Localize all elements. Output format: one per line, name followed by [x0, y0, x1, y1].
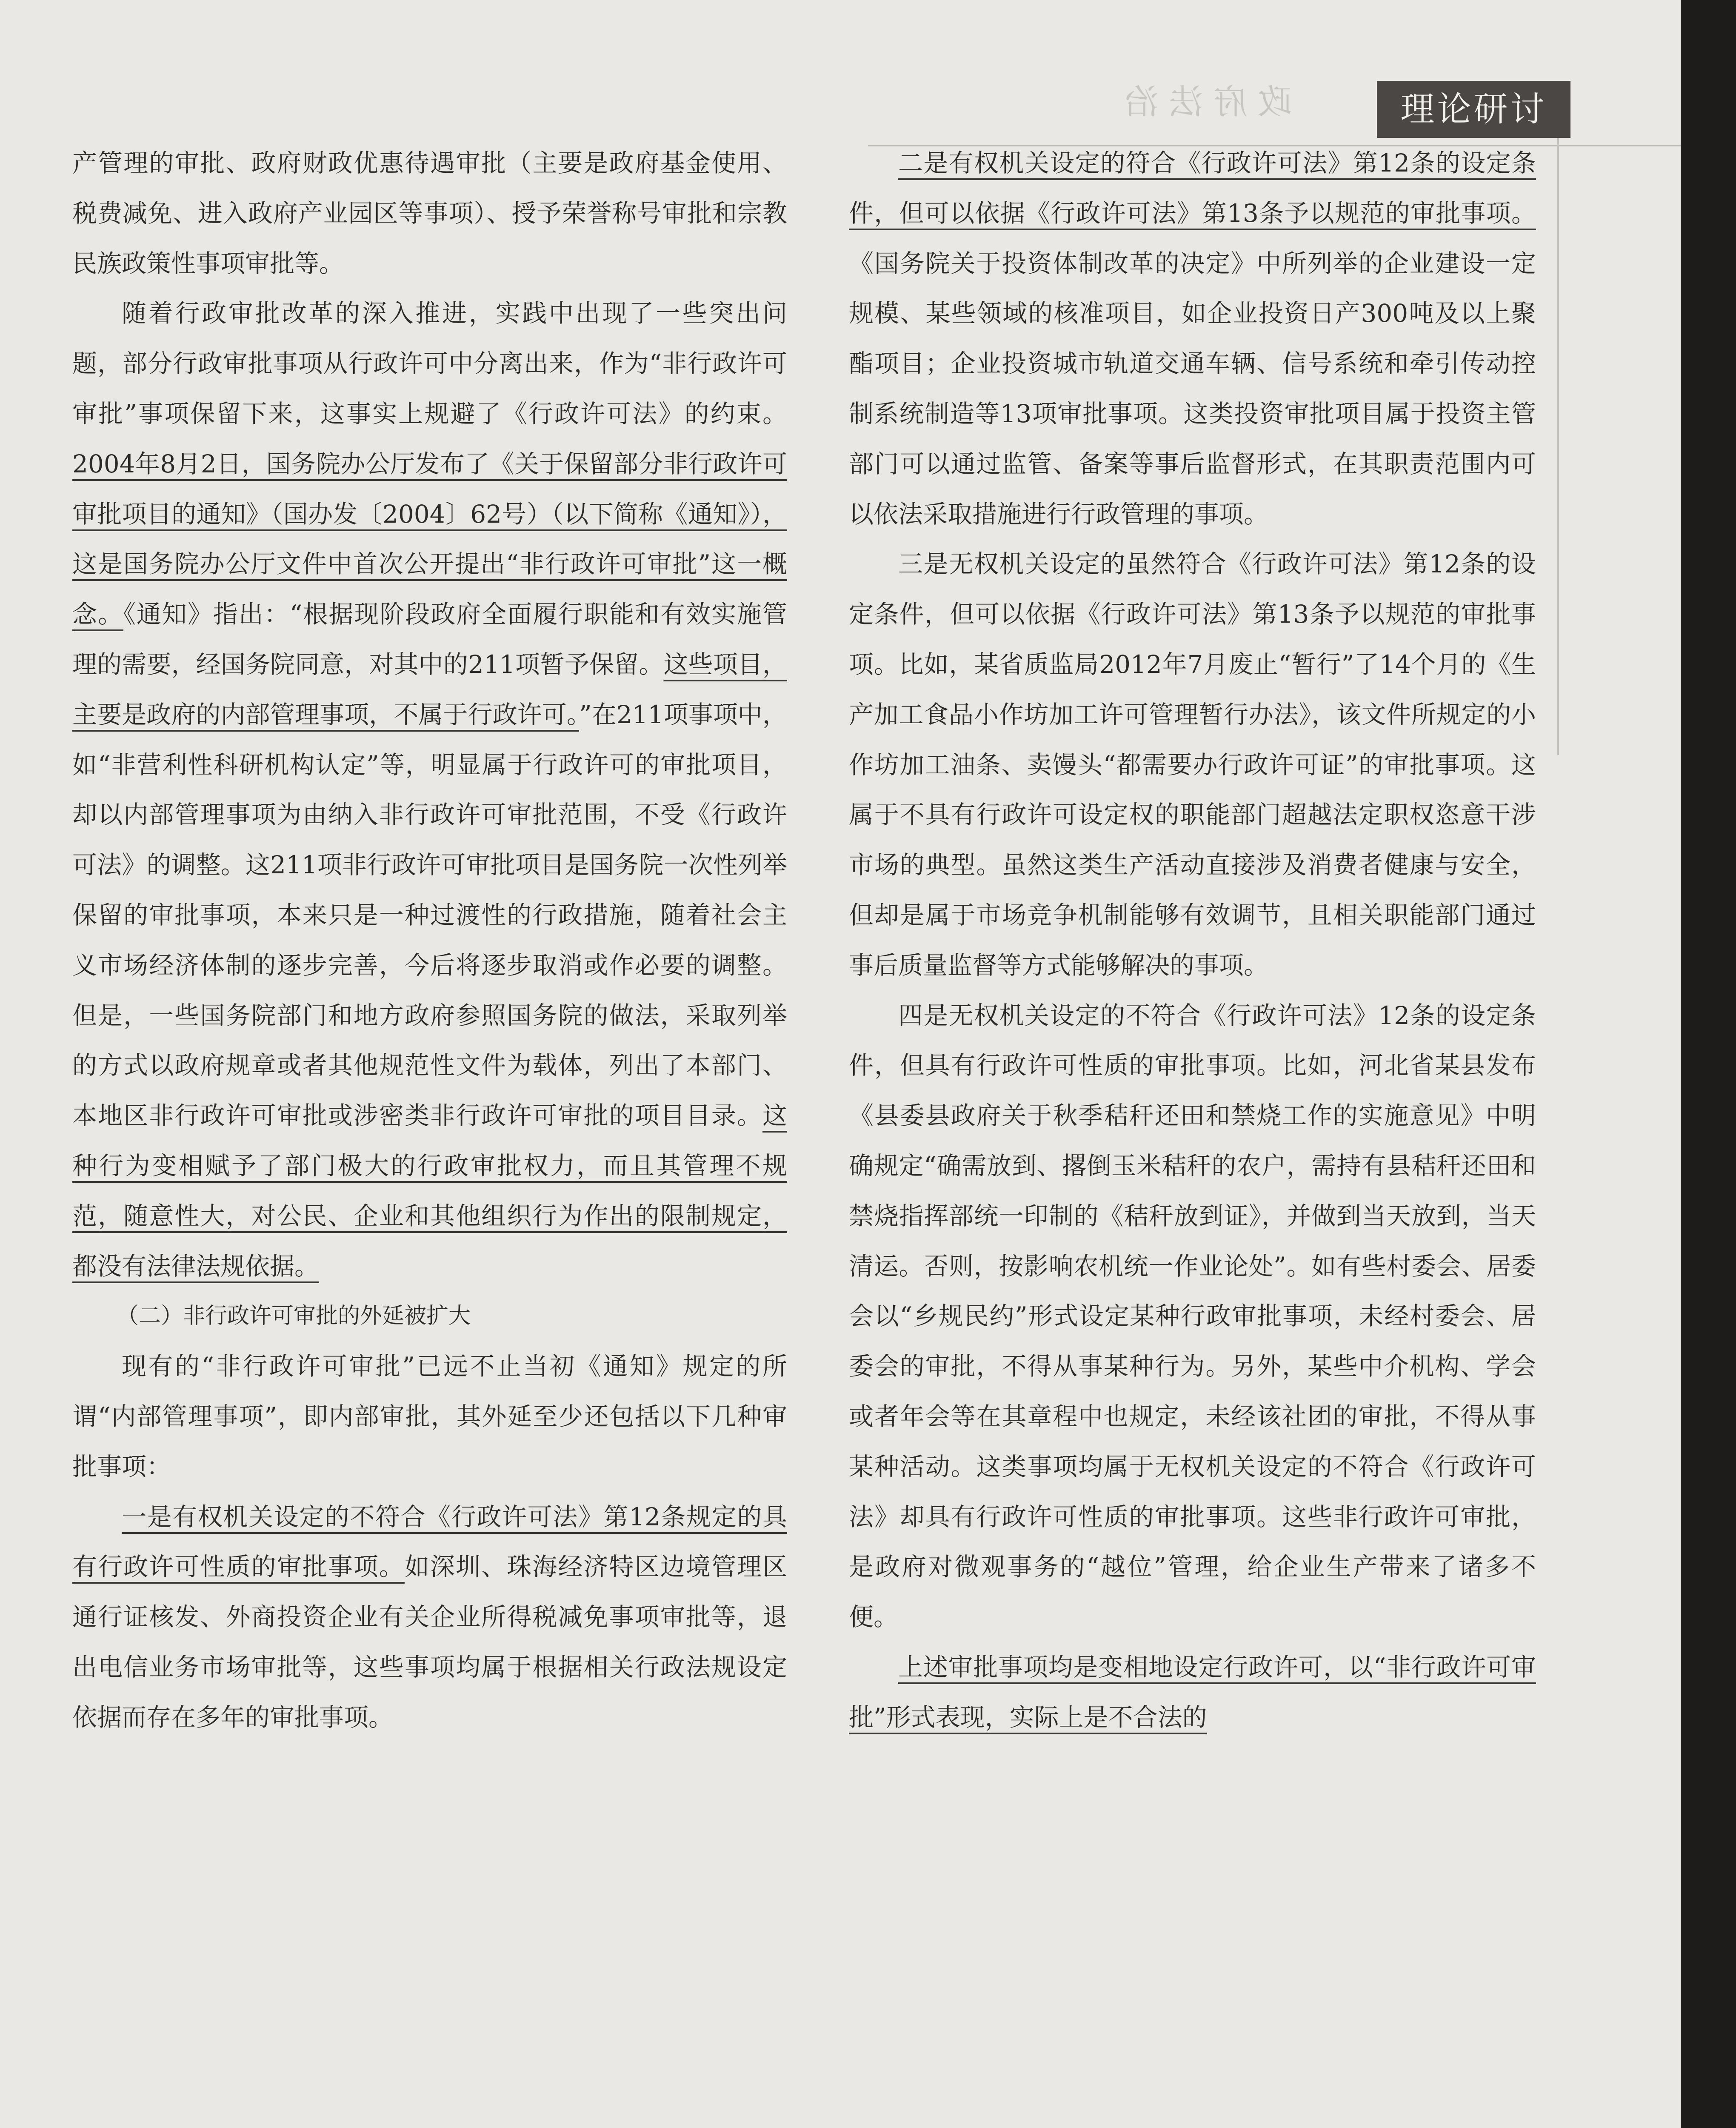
paragraph: 三是无权机关设定的虽然符合《行政许可法》第12条的设定条件，但可以依据《行政许可法》第13条予以规范的审批事项。比如，某省质监局2012年7月废止“暂行”了14个月的《生产加工食品小作坊加工许可管理暂行办法》，该文件所规定的小作坊加工油条、卖馒头“都需要办行政许可证”的审批事项。这属于不具有行政许可设定权的职能部门超越法定职权恣意干涉市场的典型。虽然这类生产活动直接涉及消费者健康与安全，但却是属于市场竞争机制能够有效调节，且相关职能部门通过事后质量监督等方式能够解决的事项。 [849, 549, 1536, 980]
underlined-text: 这种行为变相赋予了部门极大的行政审批权力，而且其管理不规范，随意性大，对公民、企业和其他组织行为作出的限制规定，都没有法律法规依据。 [72, 1101, 787, 1281]
paragraph-text: 《通知》指出：“根据现阶段政府全面履行职能和有效实施管理的需要，经国务院同意，对其中的211项暂予保留。 [72, 600, 787, 679]
paragraph: 四是无权机关设定的不符合《行政许可法》12条的设定条件，但具有行政许可性质的审批事项。比如，河北省某县发布《县委县政府关于秋季秸秆还田和禁烧工作的实施意见》中明确规定“确需放到、撂倒玉米秸秆的农户，需持有县秸秆还田和禁烧指挥部统一印制的《秸秆放到证》，并做到当天放到，当天清运。否则，按影响农机统一作业论处”。如有些村委会、居委会以“乡规民约”形式设定某种行政审批事项，未经村委会、居委会的审批，不得从事某种行为。另外，某些中介机构、学会或者年会等在其章程中也规定，未经该社团的审批，不得从事某种活动。这类事项均属于无权机关设定的不符合《行政许可法》却具有行政许可性质的审批事项。这些非行政许可审批，是政府对微观事务的“越位”管理，给企业生产带来了诸多不便。 [849, 1001, 1536, 1632]
right-column [849, 138, 1536, 1743]
underlined-text: 这些项目，主要是政府的内部管理事项，不属于行政许可。 [72, 649, 787, 729]
section-tab: 理论研讨 [1377, 81, 1570, 138]
underlined-text: 上述审批事项均是变相地设定行政许可，以“非行政许可审批”形式表现，实际上是不合法的 [849, 1652, 1536, 1732]
underlined-text: 2004年8月2日，国务院办公厅发布了《关于保留部分非行政许可审批项目的通知》（国办发〔2004〕62号）（以下简称《通知》），这是国务院办公厅文件中首次公开提出“非行政许可审批”这一概念。 [72, 449, 787, 629]
paragraph: 现有的“非行政许可审批”已远不止当初《通知》规定的所谓“内部管理事项”，即内部审批，其外延至少还包括以下几种审批事项： [72, 1352, 787, 1481]
underlined-text: 一是有权机关设定的不符合《行政许可法》第12条规定的具有行政许可性质的审批事项。 [72, 1502, 787, 1582]
paragraph-text: 随着行政审批改革的深入推进，实践中出现了一些突出问题，部分行政审批事项从行政许可中分离出来，作为“非行政许可审批”事项保留下来，这事实上规避了《行政许可法》的约束。 [72, 299, 787, 428]
paragraph [72, 289, 787, 1291]
subheading: （二）非行政许可审批的外延被扩大 [117, 1303, 471, 1329]
paragraph-text: ”在211项事项中，如“非营利性科研机构认定”等，明显属于行政许可的审批项目，却以内部管理事项为由纳入非行政许可审批范围，不受《行政许可法》的调整。这211项非行政许可审批项目是国务院一次性列举保留的审批事项，本来只是一种过渡性的行政措施，随着社会主义市场经济体制的逐步完善，今后将逐步取消或作必要的调整。但是，一些国务院部门和地方政府参照国务院的做法，采取列举的方式以政府规章或者其他规范性文件为载体，列出了本部门、本地区非行政许可审批或涉密类非行政许可审批的项目目录。 [72, 700, 787, 1130]
paragraph-text: 如深圳、珠海经济特区边境管理区通行证核发、外商投资企业有关企业所得税减免事项审批等，退出电信业务市场审批等，这些事项均属于根据相关行政法规设定依据而存在多年的审批事项。 [72, 1552, 787, 1732]
paragraph: 产管理的审批、政府财政优惠待遇审批（主要是政府基金使用、税费减免、进入政府产业园区等事项）、授予荣誉称号审批和宗教民族政策性事项审批等。 [72, 149, 787, 278]
paragraph [72, 1492, 787, 1743]
column-rule [1557, 138, 1559, 755]
bleed-through-text: 政府法治 [1115, 82, 1292, 122]
paragraph [849, 138, 1536, 539]
underlined-text: 二是有权机关设定的符合《行政许可法》第12条的设定条件，但可以依据《行政许可法》第13条予以规范的审批事项。 [849, 149, 1536, 228]
paragraph-text: 《国务院关于投资体制改革的决定》中所列举的企业建设一定规模、某些领域的核准项目，如企业投资日产300吨及以上聚酯项目；企业投资城市轨道交通车辆、信号系统和牵引传动控制系统制造等13项审批事项。这类投资审批项目属于投资主管部门可以通过监管、备案等事后监督形式，在其职责范围内可以依法采取措施进行行政管理的事项。 [849, 249, 1536, 529]
left-column [72, 138, 787, 1743]
paragraph [849, 1642, 1536, 1743]
